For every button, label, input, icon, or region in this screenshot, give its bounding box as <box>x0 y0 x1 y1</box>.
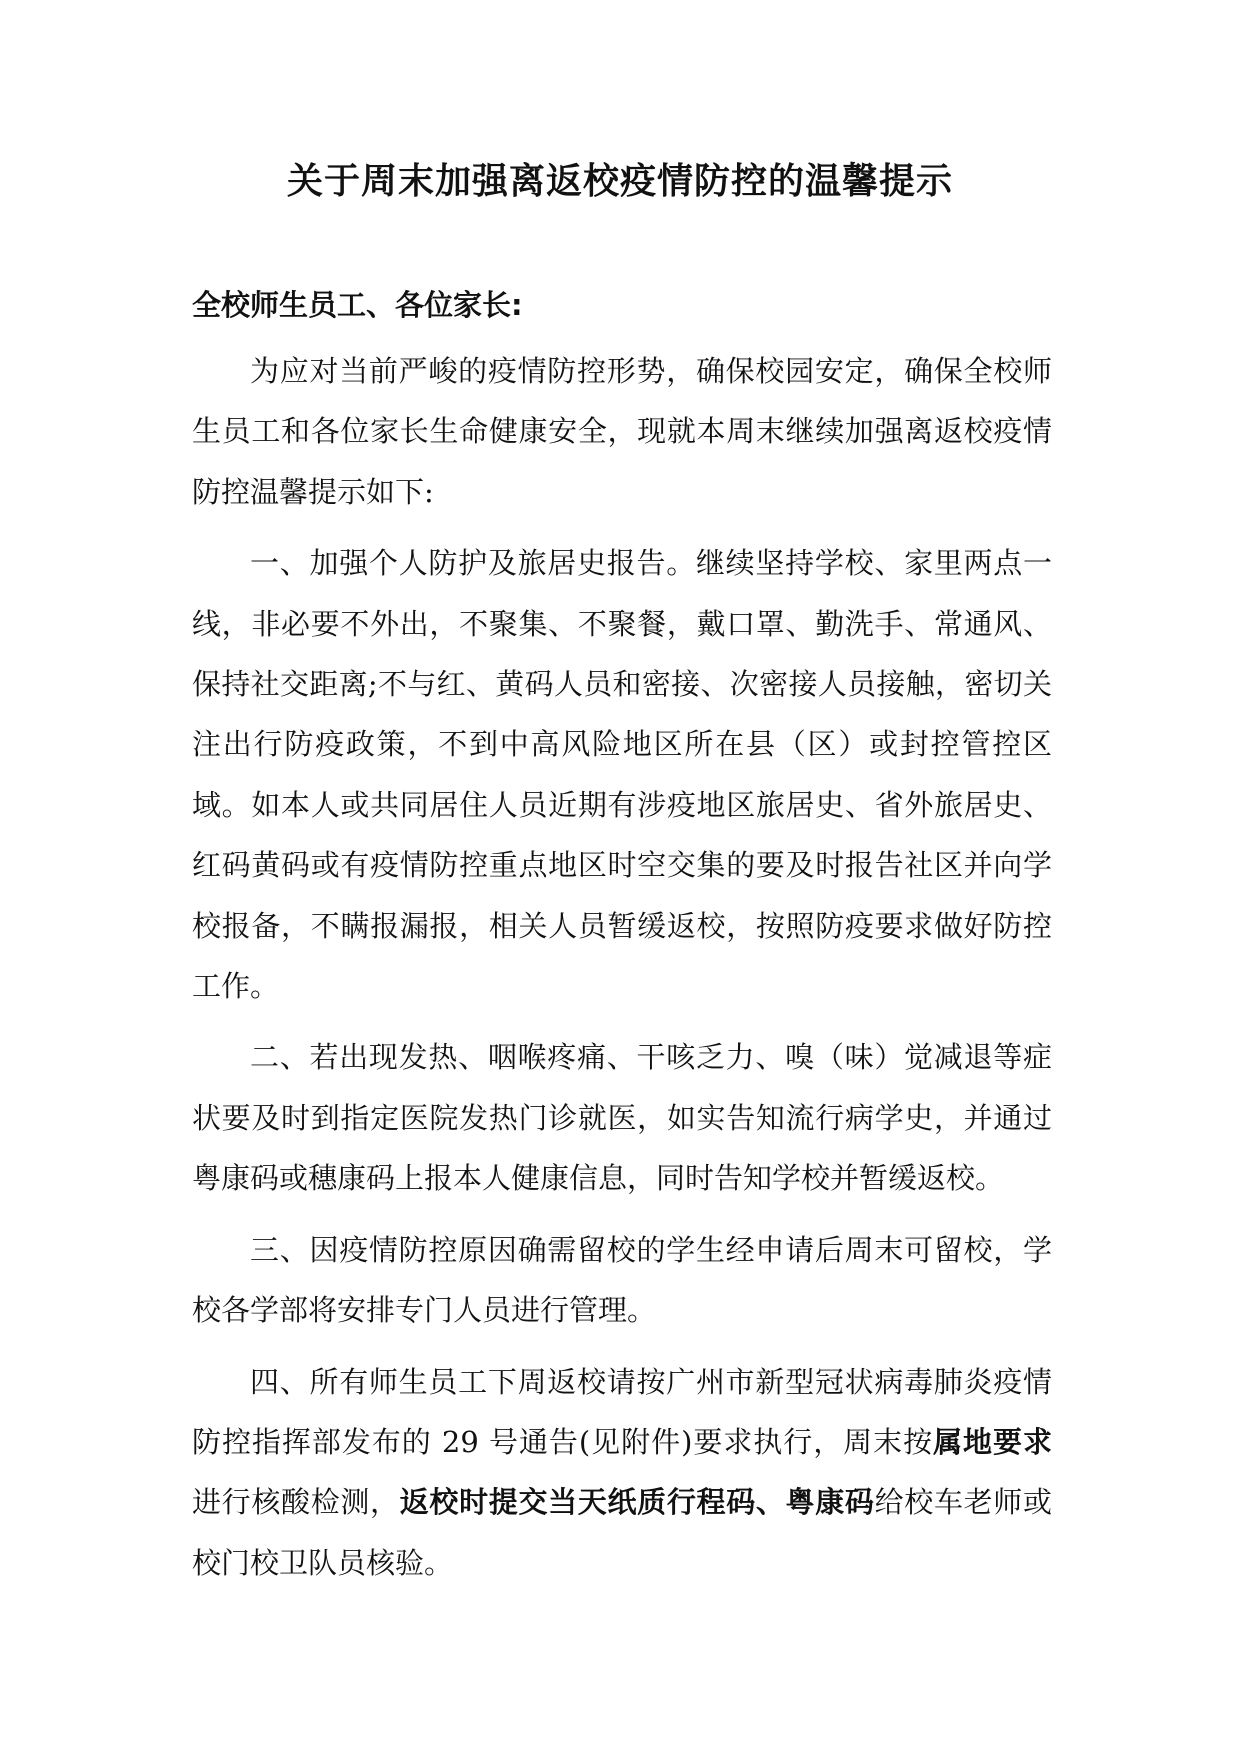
salutation: 全校师生员工、各位家长: <box>192 288 523 322</box>
paragraph-4-bold-local-requirement: 属地要求 <box>933 1424 1052 1459</box>
document-title: 关于周末加强离返校疫情防控的温馨提示 <box>286 161 953 202</box>
document-body <box>192 341 1052 1593</box>
paragraph-4-text-1: 四、所有师生员工下周返校请按广州市新型冠状病毒肺炎疫情防控指挥部发布的 29 号通告(见附件)要求执行，周末按 <box>192 1364 1052 1459</box>
intro-paragraph: 为应对当前严峻的疫情防控形势，确保校园安定，确保全校师生员工和各位家长生命健康安全，现就本周末继续加强离返校疫情防控温馨提示如下: <box>192 354 1052 509</box>
paragraph-item-3: 三、因疫情防控原因确需留校的学生经申请后周末可留校，学校各学部将安排专门人员进行管理。 <box>192 1232 1052 1328</box>
paragraph-item-2: 二、若出现发热、咽喉疼痛、干咳乏力、嗅（味）觉减退等症状要及时到指定医院发热门诊就医，如实告知流行病学史，并通过粤康码或穗康码上报本人健康信息，同时告知学校并暂缓返校。 <box>192 1040 1052 1196</box>
paragraph-item-4 <box>192 1352 1052 1594</box>
paragraph-4-text-3: 给校车老师或校门校卫队员核验。 <box>192 1485 1052 1580</box>
paragraph-4-text-2: 进行核酸检测， <box>192 1485 400 1520</box>
paragraph-4-bold-return-documents: 返校时提交当天纸质行程码、粤康码 <box>399 1485 875 1520</box>
paragraph-item-1: 一、加强个人防护及旅居史报告。继续坚持学校、家里两点一线，非必要不外出，不聚集、不聚餐，戴口罩、勤洗手、常通风、保持社交距离;不与红、黄码人员和密接、次密接人员接触，密切关注出行防疫政策，不到中高风险地区所在县（区）或封控管控区域。如本人或共同居住人员近期有涉疫地区旅居史、省外旅居史、红码黄码或有疫情防控重点地区时空交集的要及时报告社区并向学校报备，不瞒报漏报，相关人员暂缓返校，按照防疫要求做好防控工作。 <box>192 546 1052 1004</box>
